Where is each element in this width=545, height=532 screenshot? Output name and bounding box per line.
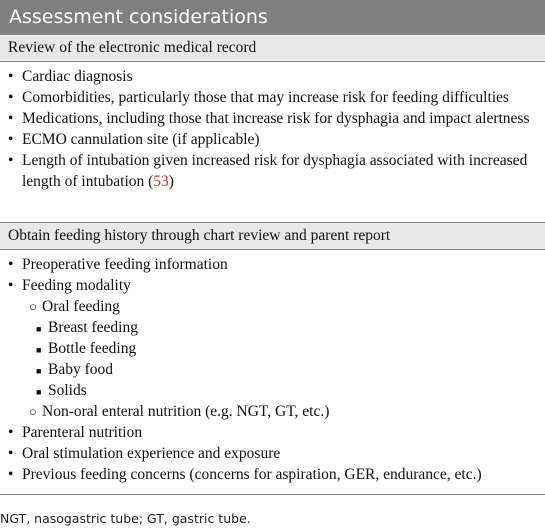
bullet-icon: • xyxy=(8,277,14,294)
list-item: ○ Oral feeding xyxy=(29,298,120,315)
reference-link[interactable]: 53 xyxy=(153,173,169,190)
list-item: • Oral stimulation experience and exposure xyxy=(8,445,281,462)
table-footnote: NGT, nasogastric tube; GT, gastric tube. xyxy=(0,511,251,526)
list-item: ○ Non-oral enteral nutrition (e.g. NGT, GT, etc.) xyxy=(29,403,330,420)
table-title: Assessment considerations xyxy=(0,0,545,34)
bullet-icon: • xyxy=(8,68,14,85)
bullet-icon: • xyxy=(8,424,14,441)
bullet-icon: • xyxy=(8,89,14,106)
square-bullet-icon: ■ xyxy=(36,387,42,397)
section-emr xyxy=(0,34,545,192)
list-item: • Cardiac diagnosis xyxy=(8,68,133,85)
list-item: • ECMO cannulation site (if applicable) xyxy=(8,131,260,148)
bullet-icon: • xyxy=(8,256,14,273)
section-heading: Review of the electronic medical record xyxy=(0,34,545,62)
list-item: • Length of intubation given increased risk for dysphagia associated with increased length of intubation (53) xyxy=(8,152,528,190)
list-item: ■ Solids xyxy=(0,380,545,401)
list-item: ■ Breast feeding xyxy=(0,317,545,338)
list-item: ■ Bottle feeding xyxy=(0,338,545,359)
section-heading: Obtain feeding history through chart review and parent report xyxy=(0,222,545,250)
list-item: • Feeding modality xyxy=(8,277,131,294)
circle-bullet-icon: ○ xyxy=(29,299,37,314)
list-item: ■ Baby food xyxy=(0,359,545,380)
circle-bullet-icon: ○ xyxy=(29,404,37,419)
table-bottom-rule xyxy=(0,494,545,495)
square-bullet-icon: ■ xyxy=(36,324,42,334)
list-item: • Preoperative feeding information xyxy=(8,256,228,273)
bullet-icon: • xyxy=(8,131,14,148)
section-feeding-history xyxy=(0,222,545,491)
square-bullet-icon: ■ xyxy=(36,345,42,355)
bullet-icon: • xyxy=(8,466,14,483)
list-item: • Parenteral nutrition xyxy=(8,424,143,441)
list-item: • Comorbidities, particularly those that may increase risk for feeding difficulties xyxy=(8,89,509,106)
bullet-icon: • xyxy=(8,152,14,169)
square-bullet-icon: ■ xyxy=(36,366,42,376)
bullet-icon: • xyxy=(8,110,14,127)
list-item: • Medications, including those that increase risk for dysphagia and impact alertness xyxy=(8,110,530,127)
list-item: • Previous feeding concerns (concerns for aspiration, GER, endurance, etc.) xyxy=(8,466,482,483)
bullet-icon: • xyxy=(8,445,14,462)
